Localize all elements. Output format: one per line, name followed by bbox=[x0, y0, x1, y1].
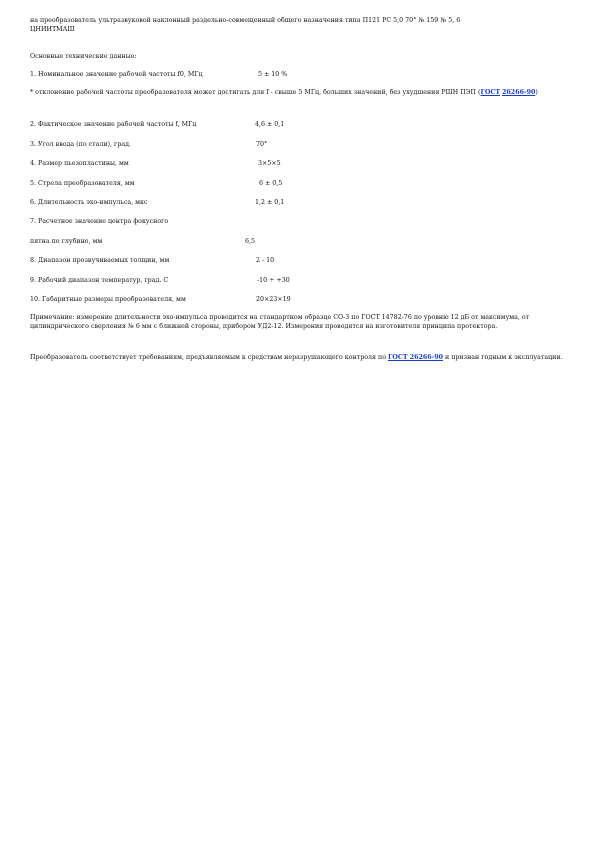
note-paragraph: Примечание: измерение длительности эхо-импульса проводится на стандартном образце СО-3 по ГОСТ 14782-76 по уровню 12 дБ от максимума, от цилиндрического сверления № 6 мм с ближней стороны, прибором УД2-12. Измерения проводятся на изготовителя принципа протектора. bbox=[30, 314, 530, 330]
spec-label-7-continued: пятна по глубине, мм bbox=[30, 238, 103, 245]
footnote-link-gost[interactable]: ГОСТ bbox=[480, 89, 501, 96]
section-title: Основные технические данные: bbox=[30, 53, 137, 60]
spec-value-2: 4,6 ± 0,1 bbox=[255, 121, 285, 128]
conclusion-link-gost[interactable]: ГОСТ 26266-90 bbox=[388, 354, 444, 361]
spec-label-2: 2. Фактическое значение рабочей частоты f, МГц bbox=[30, 121, 197, 128]
spec-label-7: 7. Расчетное значение центра фокусного bbox=[30, 218, 169, 225]
spec-value-1: 5 ± 10 % bbox=[258, 71, 288, 78]
footnote bbox=[30, 88, 565, 97]
spec-label-6: 6. Длительность эхо-импульса, мкс bbox=[30, 199, 148, 206]
footnote-tail: ) bbox=[535, 89, 538, 96]
spec-value-4: 3×5×5 bbox=[258, 160, 281, 167]
footnote-link-number[interactable]: 26266-90 bbox=[502, 89, 536, 96]
spec-label-1: 1. Номинальное значение рабочей частоты f0, МГц bbox=[30, 71, 203, 78]
spec-label-8: 8. Диапазон прозвучиваемых толщин, мм bbox=[30, 257, 170, 264]
spec-value-3: 70° bbox=[256, 141, 268, 148]
spec-label-9: 9. Рабочий диапазон температур, град. С bbox=[30, 277, 169, 284]
spec-label-4: 4. Размер пьезопластины, мм bbox=[30, 160, 129, 167]
spec-value-9: -10 ÷ +30 bbox=[257, 277, 290, 284]
spec-value-8: 2 - 10 bbox=[256, 257, 275, 264]
spec-label-5: 5. Стрела преобразователя, мм bbox=[30, 180, 135, 187]
conclusion-tail: и признан годным к эксплуатации. bbox=[443, 354, 563, 361]
spec-label-10: 10. Габаритные размеры преобразователя, мм bbox=[30, 296, 186, 303]
spec-value-10: 20×23×19 bbox=[256, 296, 291, 303]
spec-label-3: 3. Угол ввода (по стали), град. bbox=[30, 141, 131, 148]
footnote-text: * отклонение рабочей частоты преобразователя может достигать для f - свыше 5 МГц, больших значений, без ухудшения РШН ПЭП ( bbox=[30, 89, 481, 96]
spec-value-5: 6 ± 0,5 bbox=[259, 180, 283, 187]
spec-value-6: 1,2 ± 0,1 bbox=[255, 199, 285, 206]
header-line-2: ЦНИИТМАШ bbox=[30, 26, 75, 33]
spec-value-7: 6,5 bbox=[245, 238, 256, 245]
conclusion-paragraph bbox=[30, 353, 565, 362]
conclusion-text: Преобразователь соответствует требованиям, предъявляемым к средствам неразрушающего контроля по bbox=[30, 354, 388, 361]
header-line-1: на преобразователь ультразвуковой наклонный раздельно-совмещенный общего назначения типа П121 РС 5,0 70° № 159 № 5, 6 bbox=[30, 17, 461, 24]
